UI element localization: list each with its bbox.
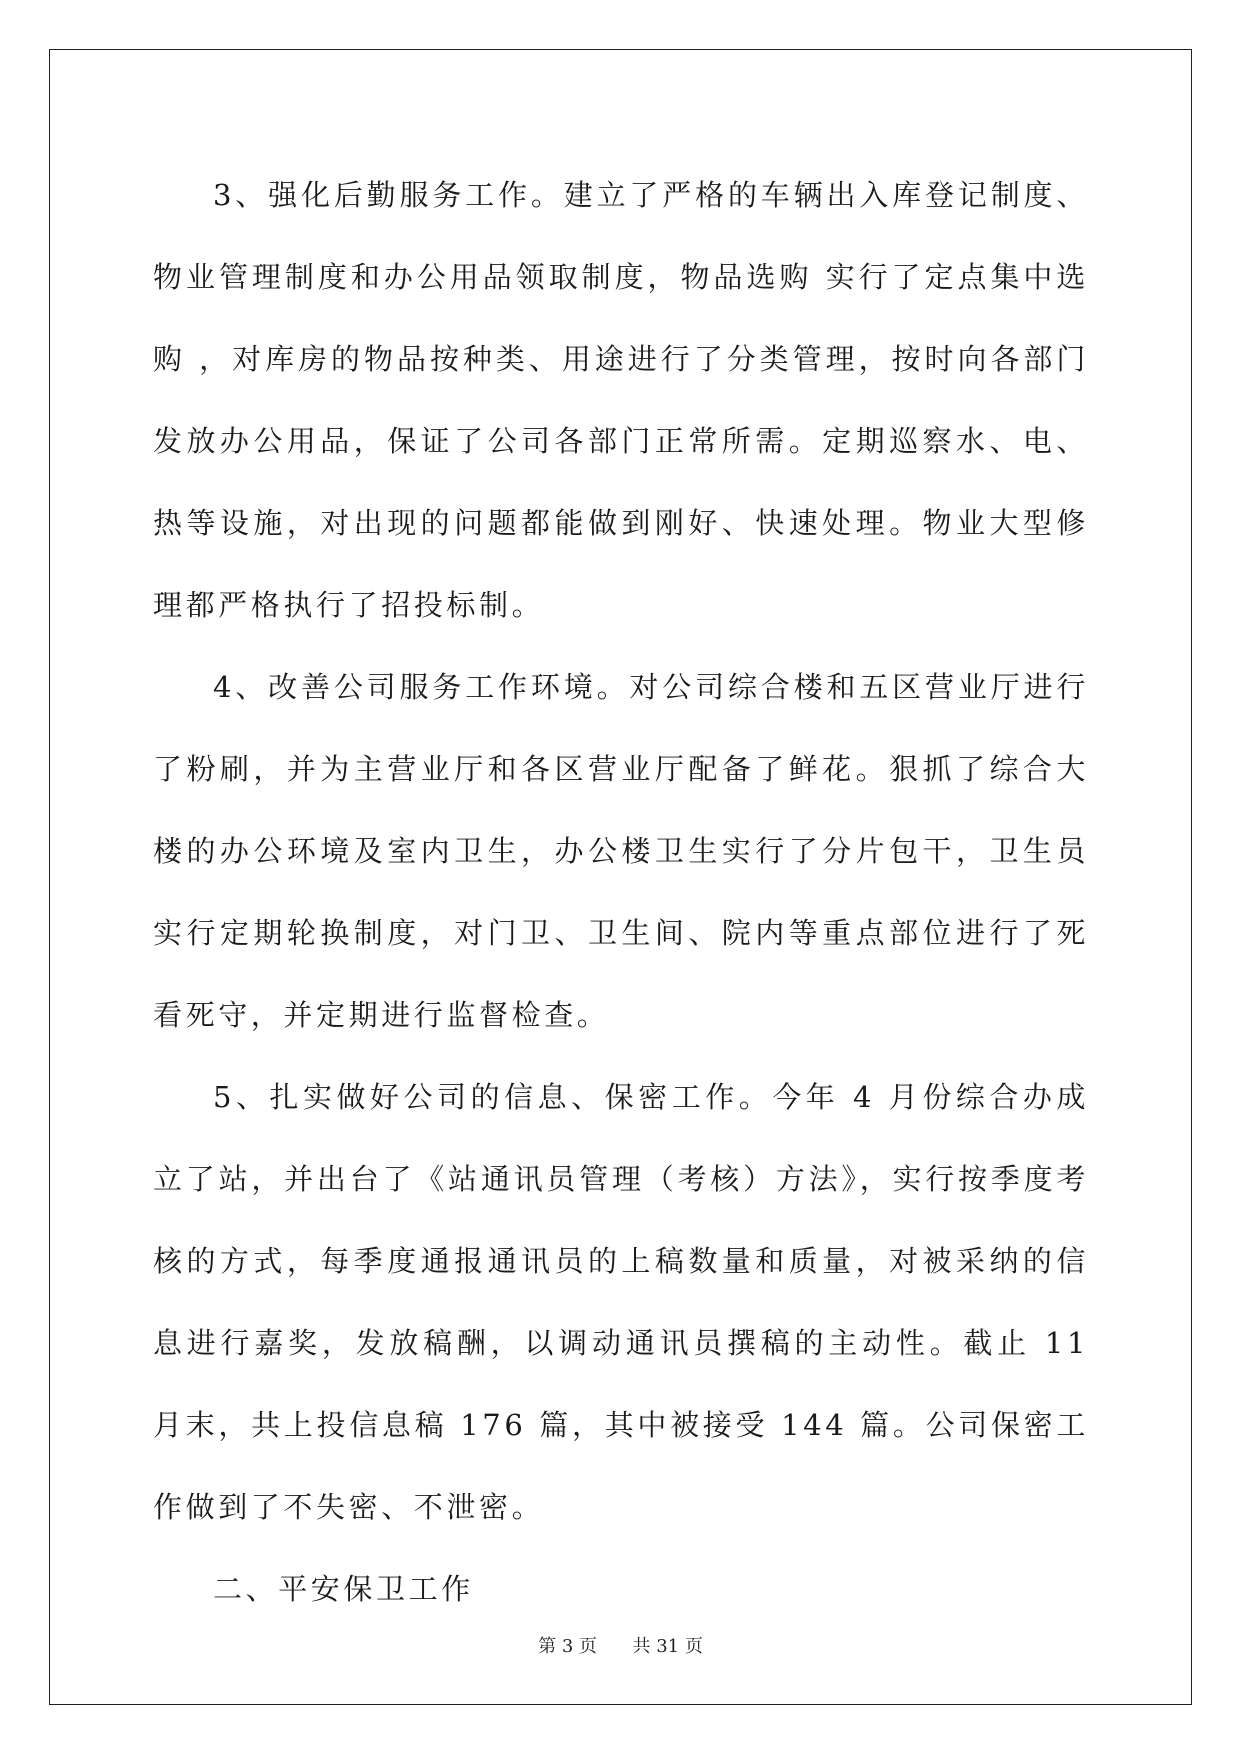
paragraph-work-environment: 4、改善公司服务工作环境。对公司综合楼和五区营业厅进行了粉刷，并为主营业厅和各区营业厅配备了鲜花。狠抓了综合大楼的办公环境及室内卫生，办公楼卫生实行了分片包干，卫生员实行定期轮换制度，对门卫、卫生间、院内等重点部位进行了死看死守，并定期进行监督检查。 xyxy=(153,670,1089,1032)
paragraph-logistics-service: 3、强化后勤服务工作。建立了严格的车辆出入库登记制度、物业管理制度和办公用品领取制度，物品选购 实行了定点集中选购 ，对库房的物品按种类、用途进行了分类管理，按时向各部门发放办公用品，保证了公司各部门正常所需。定期巡察水、电、热等设施，对出现的问题都能做到刚好、快速处理。物业大型修理都严格执行了招投标制。 xyxy=(153,178,1089,622)
page-number: 第 3 页 xyxy=(538,1636,598,1657)
total-pages: 共 31 页 xyxy=(632,1636,703,1657)
page-footer xyxy=(0,1632,1241,1658)
document-body xyxy=(153,154,1089,1630)
paragraph-information-security: 5、扎实做好公司的信息、保密工作。今年 4 月份综合办成立了站，并出台了《站通讯员管理（考核）方法》，实行按季度考核的方式，每季度通报通讯员的上稿数量和质量，对被采纳的信息进行嘉奖，发放稿酬，以调动通讯员撰稿的主动性。截止 11 月末，共上投信息稿 176 篇，其中被接受 144 篇。公司保密工作做到了不失密、不泄密。 xyxy=(153,1080,1089,1524)
section-heading: 二、平安保卫工作 xyxy=(213,1572,474,1606)
